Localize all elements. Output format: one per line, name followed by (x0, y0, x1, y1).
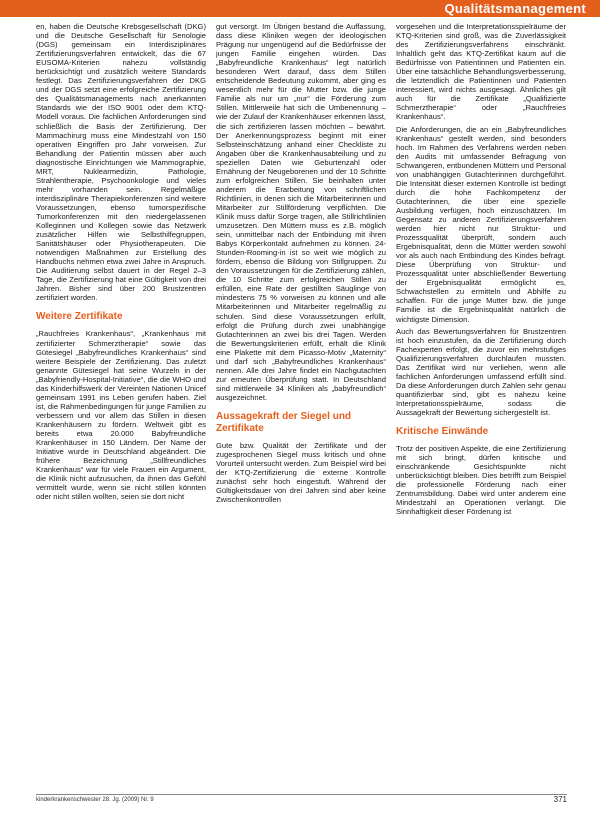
paragraph: Die Anforderungen, die an ein „Babyfreundliches Krankenhaus“ gestellt werden, sind besonders hoch. Im Rahmen des Verfahrens werden neben den Audits mit umfassender Befragung von Schwangeren, entbundenen Müttern und Personal von unabhängigen Gutachterinnen durchgeführt. Die Intensität dieser externen Kontrolle ist bedingt durch die hohe Fachkompetenz der Gutachterinnen, die über eine spezielle Ausbildung verfügen, hoch einzuschätzen. Im Gegensatz zu anderen Zertifizierungsverfahren werden hier nicht nur Struktur- und Prozessqualität überprüft, sondern auch Ergebnisqualität, denn die Mütter werden sowohl vor als auch nach Entbindung des Kindes befragt. Diese Überprüfung von Struktur- und Prozessqualität unter abschließender Bewertung der Ergebnisqualität ermöglicht es, Schwachstellen zu ermitteln und Abhilfe zu schaffen. Für die junge Mutter bzw. die junge Familie ist die Ergebnisqualität natürlich die wichtigste Dimension. (396, 124, 566, 324)
column-1 (36, 22, 206, 792)
page-footer (36, 794, 567, 805)
paragraph: vorgesehen und die Interpretationsspielräume der KTQ-Kriterien sind groß, was die Zuverlässigkeit des Zertifizierungsverfahrens einschränkt. Inhaltlich geht das KTQ-Zertifikat kaum auf die Bedürfnisse von Patientinnen und Patienten ein. Über eine tatsächliche Behandlungsverbesserung, die letztendlich die Patientinnen und Patienten interessiert, wird nichts ausgesagt. Ähnliches gilt auch für die Zertifikate „Qualifizierte Schmerztherapie“ oder „Rauchfreies Krankenhaus“. (396, 22, 566, 122)
paragraph: Trotz der positiven Aspekte, die eine Zertifizierung mit sich bringt, dürfen kritische und einschränkende Gesichtspunkte nicht unberücksichtigt bleiben. Dies betrifft zum Beispiel die professionelle Förderung nach einer Zentrumsbildung. Dabei wird unter anderem eine Mindestzahl an Operationen verlangt. Die Sinnhaftigkeit dieser Förderung ist (396, 444, 566, 517)
paragraph: gut versorgt. Im Übrigen bestand die Auffassung, dass diese Kliniken wegen der ideologischen Prägung nur ungenügend auf die Bedürfnisse der jungen Familie eingehen würden. Das „Babyfreundliche Krankenhaus“ legt natürlich besonderen Wert darauf, dass dem Stillen entscheidende Bedeutung zukommt, aber ging es wesentlich mehr für die Mutter bzw. die junge Familie als nur um „nur“ die Förderung zum Stillen. Mittlerweile hat sich die Umbenennung – wie der Zulauf der Krankenhäuser erkennen lässt, die sich zertifizieren lassen möchten – bewährt. Der Anerkennungsprozess beginnt mit einer Selbsteinschätzung anhand einer Checkliste zu Angaben über die Krankenhausabteilung und zu speziellen Daten wie Geburtenzahl oder Ernährung der Neugeborenen und der 10 Schritte zum erfolgreichen Stillen. Sie beinhalten unter anderem die Erarbeitung von schriftlichen Richtlinien, in denen sich die Mitarbeiterinnen und Mitarbeiter zur Stillförderung verpflichten. Die Klinik muss dafür Sorge tragen, alle Stillrichtlinien umzusetzen. Den Müttern muss es z.B. möglich sein, unmittelbar nach der Entbindung mit ihren Babys Körperkontakt aufnehmen zu können. 24-Stunden-Rooming-in ist so weit wie möglich zu fördern, ebenso die Bildung von Stillgruppen. Zu den Voraussetzungen für die Zertifizierung zählen, die 10 Schritte zum erfolgreichen Stillen zu erfüllen, eine Rate der gestillten Säuglinge von mindestens 75 % vorweisen zu können und alle Mitarbeiterinnen und Mitarbeiter regelmäßig zu schulen. Sind diese Voraussetzungen erfüllt, erfolgt die Prüfung durch zwei unabhängige Gutachterinnen an zwei bis drei Tagen. Werden die Bewertungskriterien erfüllt, erhält die Klinik eine Plakette mit dem Picasso-Motiv „Maternity“ und darf sich „Babyfreundliches Krankenhaus“ nennen. Alle drei Jahre findet ein Nachgutachten zur erneuten Überprüfung statt. In Deutschland sind mittlerweile 34 Kliniken als „babyfreundlich“ ausgezeichnet. (216, 22, 386, 402)
section-heading: Weitere Zertifikate (36, 311, 123, 323)
paragraph: „Rauchfreies Krankenhaus“, „Krankenhaus mit zertifizierter Schmerztherapie“ sowie das Gütesiegel „Babyfreundliches Krankenhaus“ sind weitere Beispiele der Zertifizierung. Das zuletzt genannte Gütesiegel hat seine Wurzeln in der „Babyfriendly-Hospital-Initiative“, die die WHO und das Kinderhilfswerk der Vereinten Nationen Unicef gemeinsam 1991 ins Leben gerufen haben. Ziel ist, die Rahmenbedingungen für junge Familien zu verbessern und vor allem das Stillen in diesen Krankenhäusern zu fördern. Weltweit gibt es bereits etwa 20.000 Babyfreundliche Krankenhäuser in 150 Ländern. Der Name der Initiative wurde in Deutschland abgeändert. Die frühere Bezeichnung „Stillfreundliches Krankenhaus“ war für viele Frauen ein Argument, die Klinik nicht aufzusuchen, da ihnen das Gefühl vermittelt wurde, wenn sie nicht stillen könnten oder nicht stillen wollten, seien sie dort nicht (36, 329, 206, 502)
article-body (36, 22, 567, 792)
column-3 (396, 22, 566, 792)
header-bar (0, 0, 600, 17)
column-2 (216, 22, 386, 792)
section-heading: Aussagekraft der Siegel und Zertifikate (216, 410, 352, 434)
paragraph: Auch das Bewertungsverfahren für Brustzentren ist hoch einzustufen, da die Zertifizierung durch Fachexperten erfolgt, die zuvor ein mehrstufiges Qualifizierungsverfahren durchlaufen mussten. Das Zertifikat wird nur verliehen, wenn alle fachlichen Anforderungen umfassend erfüllt sind. Da diese Anforderungen durch Zahlen sehr genau quantifizierbar sind, gibt es nahezu keine Interpretationsspielräume, sodass die Aussagekraft der Bewertung sichergestellt ist. (396, 326, 566, 417)
section-heading: Kritische Einwände (396, 426, 489, 438)
section-title: Qualitätsmanagement (444, 1, 586, 16)
journal-reference: kinderkrankenschwester 28. Jg. (2009) Nr. 9 (36, 797, 154, 803)
paragraph: en, haben die Deutsche Krebsgesellschaft (DKG) und die Deutsche Gesellschaft für Senologie (DGS) gemeinsam ein Interdisziplinäres Zertifizierungsverfahren entwickelt, das die 67 EUSOMA-Kriterien nahezu vollständig berücksichtigt und zusätzlich weitere Standards festlegt. Das Zertifizierungsverfahren der DKG und der DGS setzt eine erfolgreiche Zertifizierung des Qualitätsmanagements nach anerkannten Standards wie der ISO 9001 oder dem KTQ-Modell voraus. Die fachlichen Anforderungen sind schließlich die Basis der Zertifizierung. Der Mammachirurg muss eine Mindestzahl von 150 operativen Eingriffen pro Jahr vorweisen. Zur Behandlung der Patientin müssen aber auch diagnostische Einrichtungen wie Mammographie, MRT, Nuklearmedizin, Pathologie, Strahlentherapie, Psychoonkologie und vieles mehr vorhanden sein. Regelmäßige interdisziplinäre Therapiekonferenzen sind weitere Voraussetzungen, ebenso tumorspezifische Tumorkonferenzen mit den niedergelassenen Kolleginnen und Kollegen sowie das Netzwerk zusätzlicher Hilfen wie Selbsthilfegruppen, Sanitätshäuser oder Physiotherapeuten. Die notwendigen Maßnahmen zur Erstellung des Handbuchs nehmen etwa zwei Jahre in Anspruch. Die Auditierung selbst dauert in der Regel 2–3 Tage, die Zertifizierung hat eine Gültigkeit von drei Jahren. Bisher sind über 200 Brustzentren zertifiziert worden. (36, 22, 206, 303)
page-number: 371 (553, 795, 567, 804)
paragraph: Gute bzw. Qualität der Zertifikate und der zugesprochenen Siegel muss kritisch und ohne Vorurteil untersucht werden. Zum Beispiel wird bei der KTQ-Zertifizierung die externe Kontrolle zunächst sehr hoch eingestuft. Während der Gültigkeitsdauer von drei Jahren sind aber keine Zwischenkontrollen (216, 440, 386, 505)
